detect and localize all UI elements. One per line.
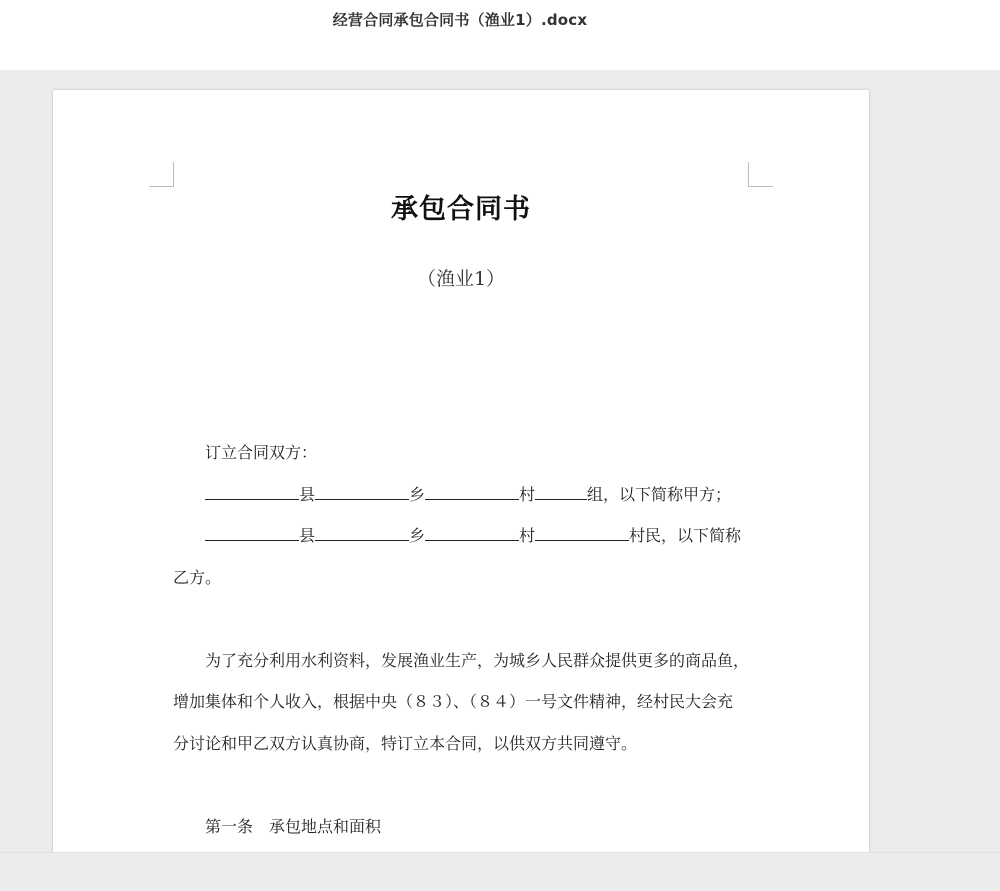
unit-label: 村民，以下简称 (629, 526, 742, 545)
parties-heading: 订立合同双方： (205, 443, 318, 462)
bottom-bar (0, 852, 1000, 891)
document-title: 承包合同书 (391, 194, 531, 225)
document-subtitle: （渔业1） (416, 268, 506, 290)
blank-field (315, 485, 409, 500)
preamble-line-2: 增加集体和个人收入，根据中央（８３）、（８４）一号文件精神，经村民大会充 (173, 692, 734, 711)
party-b-line (173, 526, 785, 546)
document-viewer[interactable] (0, 70, 1000, 852)
preamble-line-1: 为了充分利用水利资料，发展渔业生产，为城乡人民群众提供更多的商品鱼， (205, 651, 750, 670)
unit-label: 县 (299, 526, 316, 545)
party-b-continuation: 乙方。 (173, 568, 222, 587)
blank-field (315, 526, 409, 541)
blank-field (425, 485, 519, 500)
unit-label: 组，以下简称甲方； (587, 485, 732, 504)
unit-label: 乡 (409, 526, 426, 545)
preamble-line-3: 分讨论和甲乙双方认真协商，特订立本合同，以供双方共同遵守。 (173, 734, 638, 753)
unit-label: 乡 (409, 485, 426, 504)
article-1-heading: 第一条 承包地点和面积 (205, 817, 382, 836)
file-title: 经营合同承包合同书（渔业1）.docx (332, 11, 588, 29)
unit-label: 村 (519, 526, 536, 545)
unit-label: 县 (299, 485, 316, 504)
blank-field (535, 526, 629, 541)
party-a-line (173, 485, 785, 505)
document-page (53, 90, 869, 870)
unit-label: 村 (519, 485, 536, 504)
title-bar (0, 0, 1000, 70)
margin-corner-top-right (748, 162, 773, 187)
blank-field (535, 485, 587, 500)
blank-field (205, 485, 299, 500)
blank-field (205, 526, 299, 541)
margin-corner-top-left (149, 162, 174, 187)
blank-field (425, 526, 519, 541)
